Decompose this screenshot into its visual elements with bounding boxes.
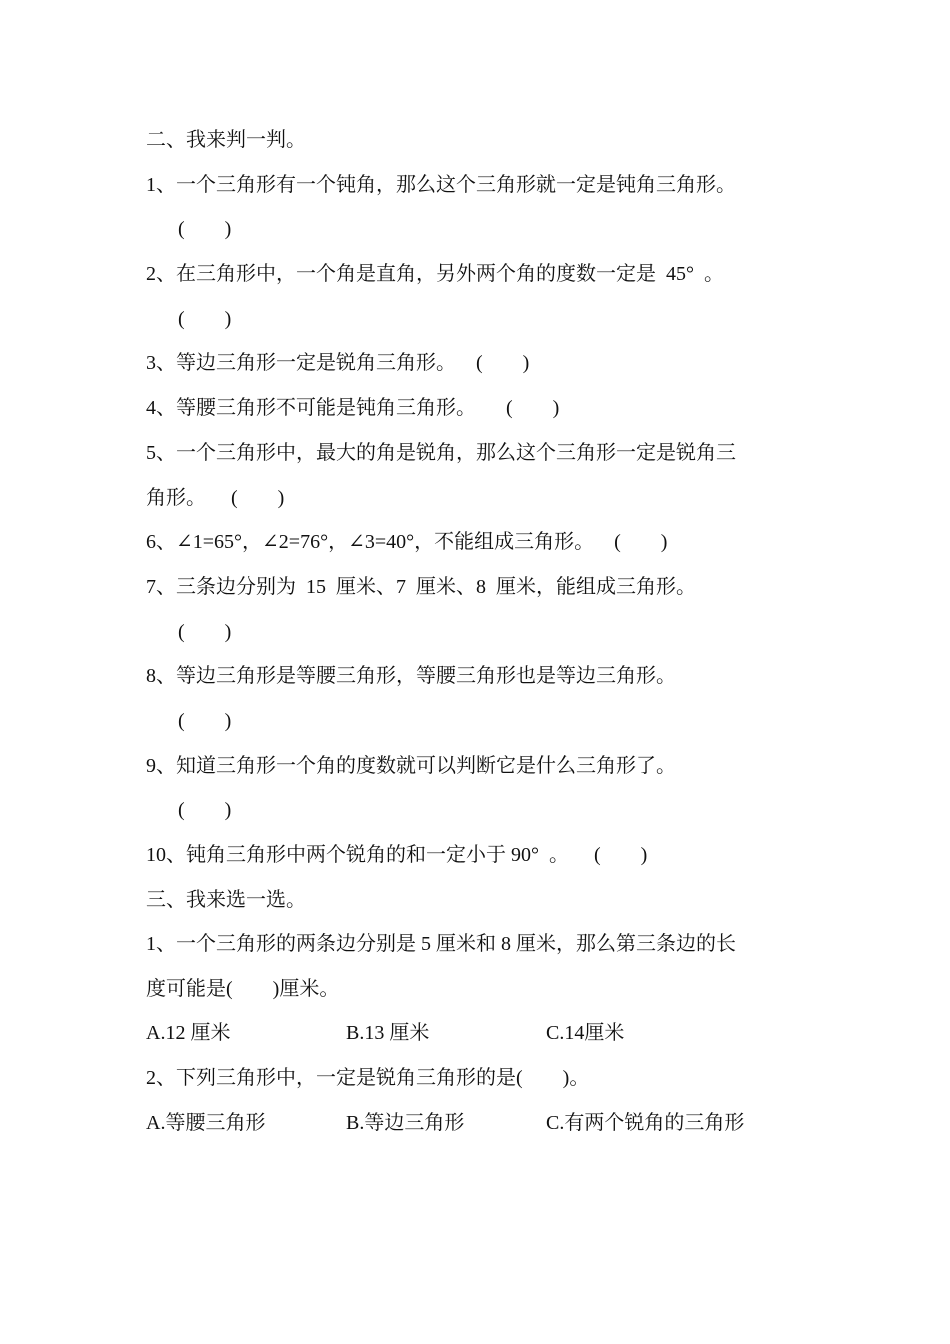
question-6: 6、∠1=65°，∠2=76°，∠3=40°，不能组成三角形。 ( ) [146, 531, 668, 553]
choice-2-option-b[interactable]: B.等边三角形 [346, 1112, 465, 1134]
section2-heading: 二、我来判一判。 [146, 129, 306, 151]
question-7-line1: 7、三条边分别为 15 厘米、7 厘米、8 厘米，能组成三角形。 [146, 576, 696, 598]
question-1-line1: 1、一个三角形有一个钝角，那么这个三角形就一定是钝角三角形。 [146, 174, 736, 196]
question-4: 4、等腰三角形不可能是钝角三角形。 ( ) [146, 397, 560, 419]
choice-question-1-line2: 度可能是( )厘米。 [146, 978, 340, 1000]
choice-2-option-a[interactable]: A.等腰三角形 [146, 1112, 266, 1134]
question-5-line2: 角形。 ( ) [146, 487, 285, 509]
question-8-line1: 8、等边三角形是等腰三角形，等腰三角形也是等边三角形。 [146, 665, 676, 687]
question-9-line1: 9、知道三角形一个角的度数就可以判断它是什么三角形了。 [146, 755, 676, 777]
answer-blank-2[interactable]: ( ) [178, 308, 232, 330]
question-5-line1: 5、一个三角形中，最大的角是锐角，那么这个三角形一定是锐角三 [146, 442, 736, 464]
section3-heading: 三、我来选一选。 [146, 889, 306, 911]
question-2-line1: 2、在三角形中，一个角是直角，另外两个角的度数一定是 45° 。 [146, 263, 724, 285]
choice-1-option-a[interactable]: A.12 厘米 [146, 1022, 231, 1044]
question-3: 3、等边三角形一定是锐角三角形。 ( ) [146, 352, 530, 374]
answer-blank-1[interactable]: ( ) [178, 218, 232, 240]
choice-question-1-line1: 1、一个三角形的两条边分别是 5 厘米和 8 厘米，那么第三条边的长 [146, 933, 736, 955]
answer-blank-9[interactable]: ( ) [178, 799, 232, 821]
choice-question-2-line1: 2、下列三角形中，一定是锐角三角形的是( )。 [146, 1067, 590, 1089]
answer-blank-8[interactable]: ( ) [178, 710, 232, 732]
question-10: 10、钝角三角形中两个锐角的和一定小于 90° 。 ( ) [146, 844, 648, 866]
choice-2-option-c[interactable]: C.有两个锐角的三角形 [546, 1112, 745, 1134]
choice-1-option-b[interactable]: B.13 厘米 [346, 1022, 430, 1044]
answer-blank-7[interactable]: ( ) [178, 621, 232, 643]
choice-1-option-c[interactable]: C.14厘米 [546, 1022, 625, 1044]
